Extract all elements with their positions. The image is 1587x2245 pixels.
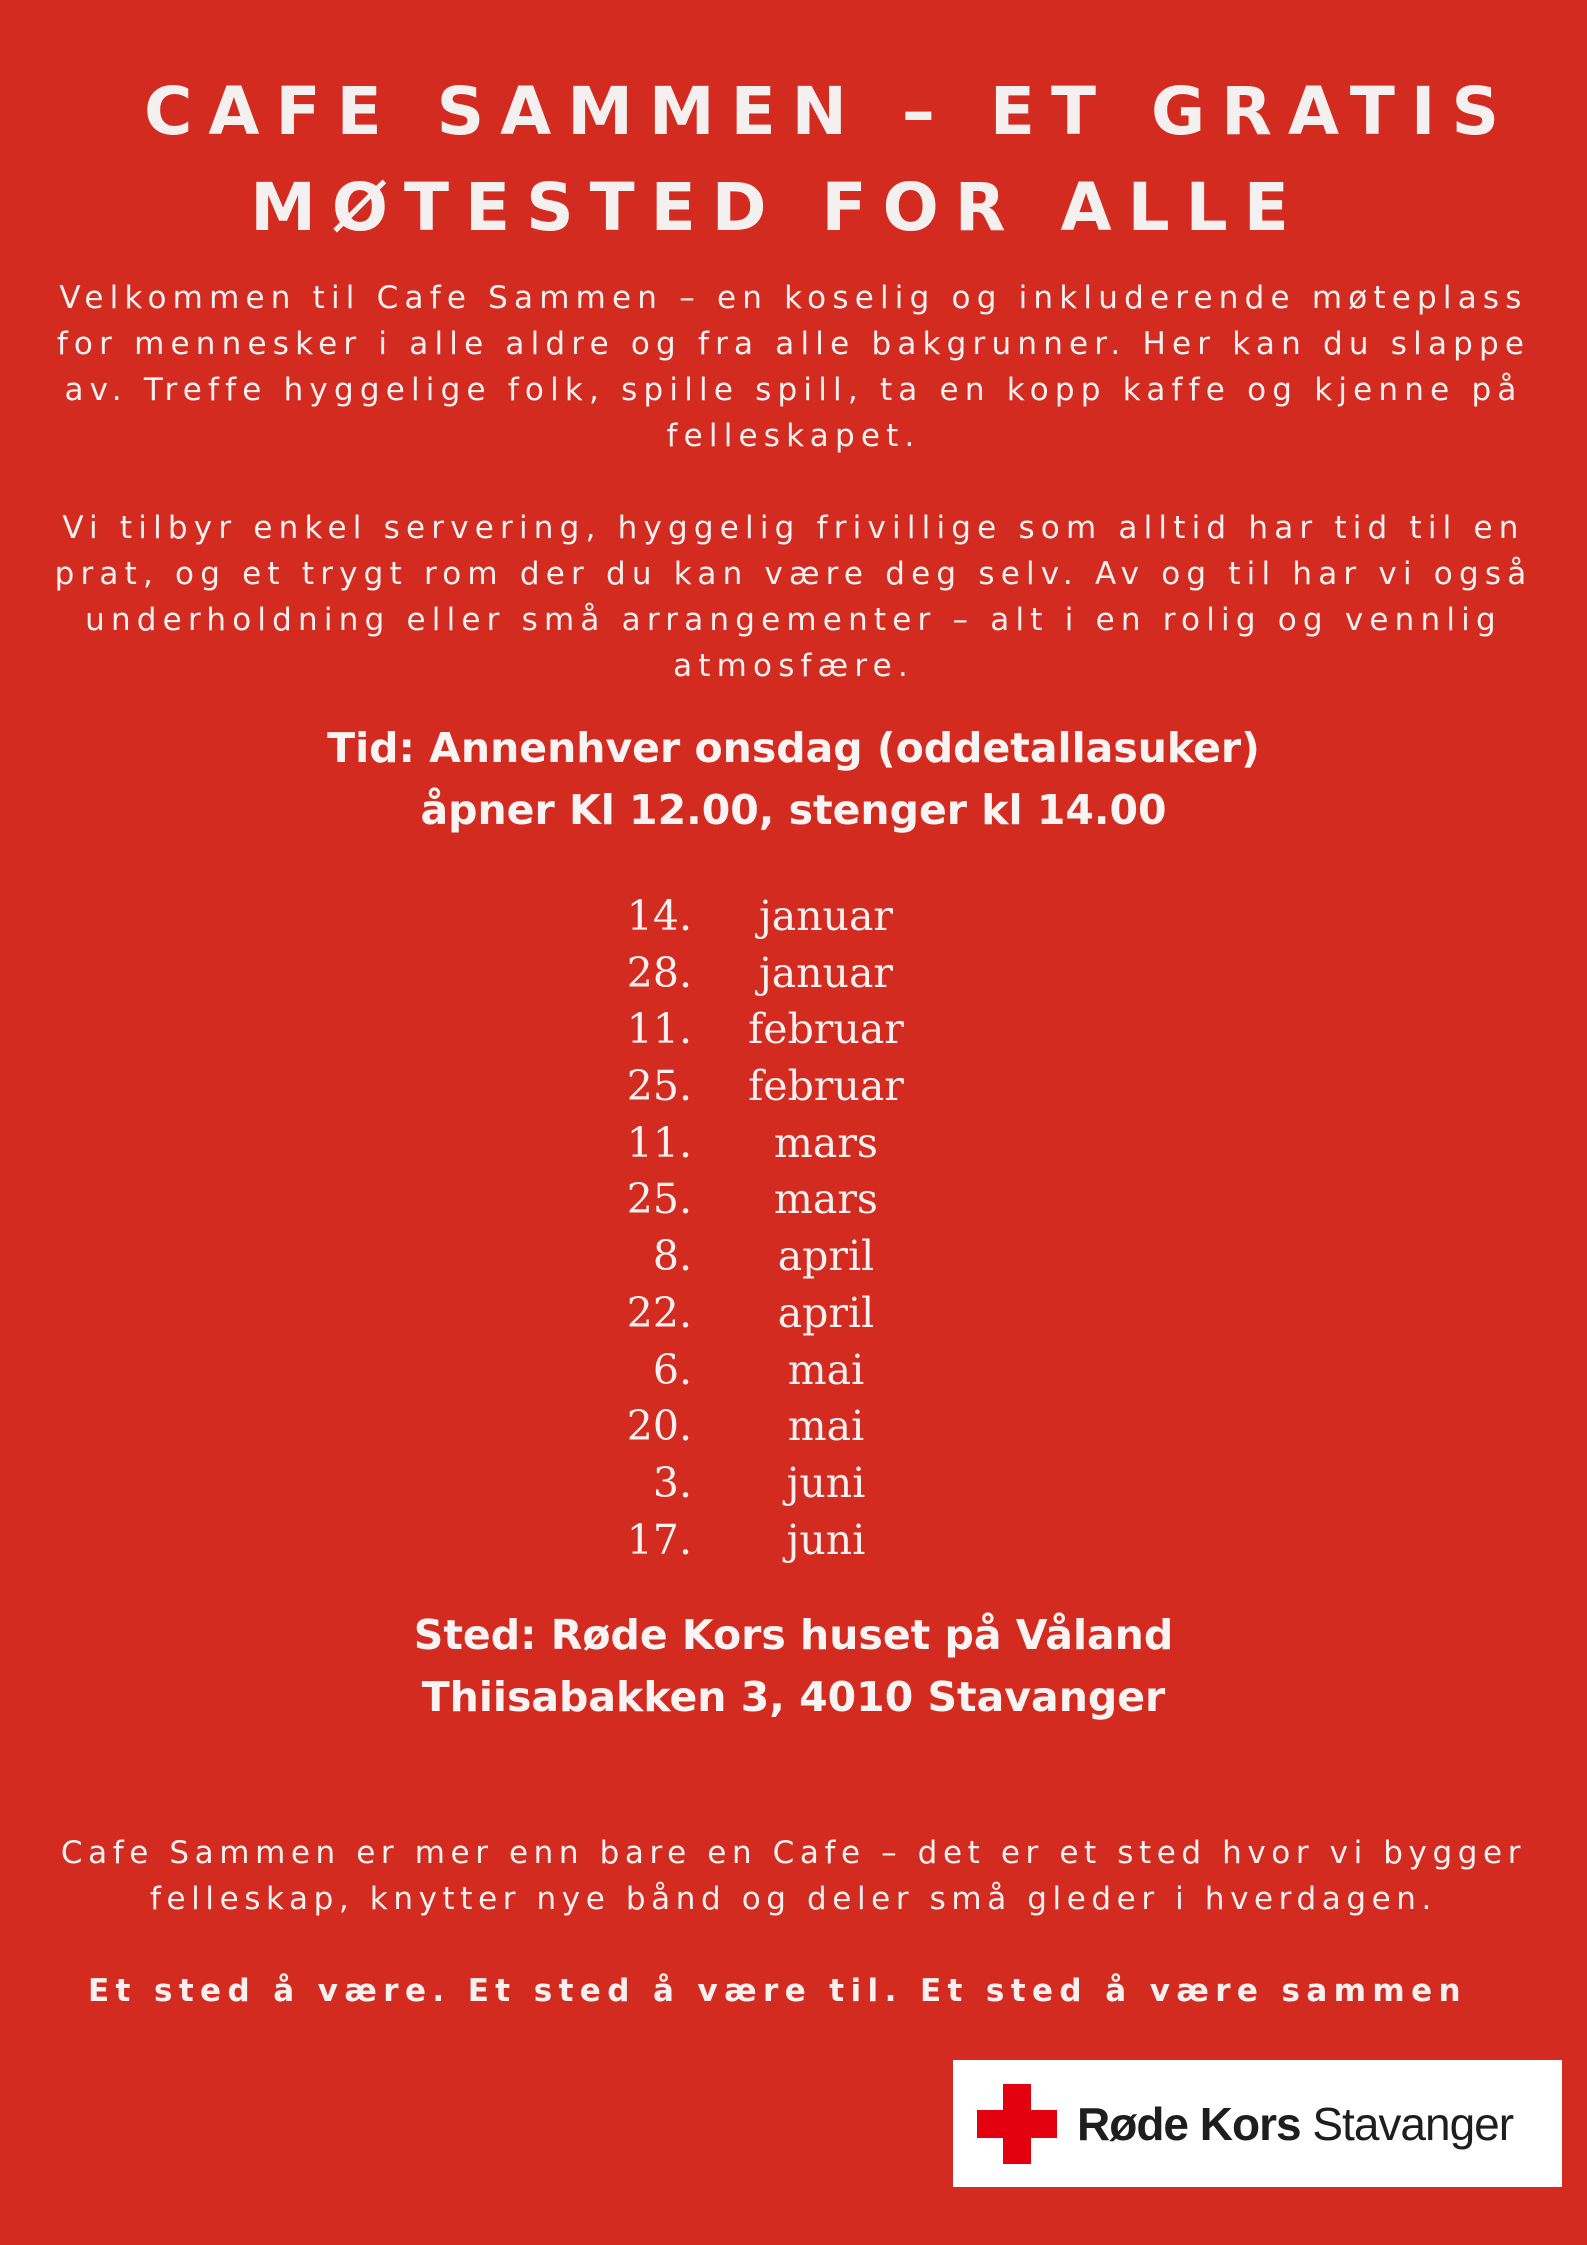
opening-time-hours: åpner Kl 12.00, stenger kl 14.00: [420, 786, 1167, 834]
date-month: februar: [748, 1062, 904, 1111]
location-venue: Sted: Røde Kors huset på Våland: [413, 1611, 1174, 1659]
date-day: 22.: [626, 1288, 692, 1337]
date-day: 25.: [626, 1062, 692, 1111]
date-month: april: [777, 1232, 875, 1281]
logo-brand: Røde Kors: [1077, 2097, 1301, 2150]
date-list: [0, 888, 1587, 1568]
date-day: 11.: [626, 1118, 692, 1167]
date-month: januar: [758, 892, 893, 940]
date-month: januar: [758, 948, 893, 997]
date-row: [0, 1342, 1587, 1399]
date-month: mars: [774, 1118, 878, 1167]
date-row: [0, 1115, 1587, 1172]
date-month: mai: [787, 1402, 865, 1451]
intro-paragraph-1: Velkommen til Cafe Sammen – en koselig og inkluderende møteplass for mennesker i alle aldre og fra alle bakgrunner. Her kan du slappe av. Treffe hyggelige folk, spille spill, ta en kopp kaffe og kjenne på felleskapet.: [56, 280, 1531, 454]
date-row: [0, 888, 1587, 945]
date-row: [0, 1058, 1587, 1115]
location-address: Thiisabakken 3, 4010 Stavanger: [421, 1673, 1166, 1721]
date-day: 11.: [626, 1005, 692, 1054]
poster-title-line-2: MØTESTED FOR ALLE: [250, 169, 1305, 246]
date-day: 6.: [652, 1345, 692, 1394]
date-row: [0, 1228, 1587, 1285]
rode-kors-logo: [953, 2060, 1562, 2187]
date-row: [0, 1001, 1587, 1058]
date-row: [0, 1512, 1587, 1569]
date-day: 20.: [626, 1402, 692, 1451]
poster-title: [0, 64, 1587, 256]
date-day: 14.: [626, 892, 692, 940]
date-month: april: [777, 1288, 875, 1337]
intro-paragraph-2: Vi tilbyr enkel servering, hyggelig frivillige som alltid har tid til en prat, og et trygt rom der du kan være deg selv. Av og til har vi også underholdning eller små arrangementer – alt i en rolig og vennlig atmosfære.: [54, 510, 1533, 684]
closing-paragraph: Cafe Sammen er mer enn bare en Cafe – det er et sted hvor vi bygger felleskap, knytter nye bånd og deler små gleder i hverdagen.: [60, 1835, 1527, 1917]
red-cross-icon: [977, 2084, 1057, 2164]
poster-title-line-1: CAFE SAMMEN – ET GRATIS: [143, 73, 1516, 150]
logo-city: Stavanger: [1312, 2097, 1514, 2150]
date-month: mai: [787, 1345, 865, 1394]
date-month: februar: [748, 1005, 904, 1054]
opening-time: [0, 717, 1587, 841]
date-row: [0, 945, 1587, 1002]
date-day: 25.: [626, 1175, 692, 1224]
date-month: mars: [774, 1175, 878, 1224]
date-day: 3.: [652, 1458, 692, 1507]
date-row: [0, 1285, 1587, 1342]
date-month: juni: [786, 1458, 866, 1507]
date-row: [0, 1171, 1587, 1228]
slogan: Et sted å være. Et sted å være til. Et sted å være sammen: [87, 1973, 1467, 2009]
opening-time-days: Tid: Annenhver onsdag (oddetallasuker): [327, 724, 1260, 772]
date-row: [0, 1455, 1587, 1512]
date-day: 28.: [626, 948, 692, 997]
logo-text: [1077, 2097, 1513, 2151]
date-day: 17.: [626, 1515, 692, 1564]
date-month: juni: [786, 1515, 866, 1564]
location: [0, 1604, 1587, 1728]
date-day: 8.: [652, 1232, 692, 1281]
date-row: [0, 1398, 1587, 1455]
